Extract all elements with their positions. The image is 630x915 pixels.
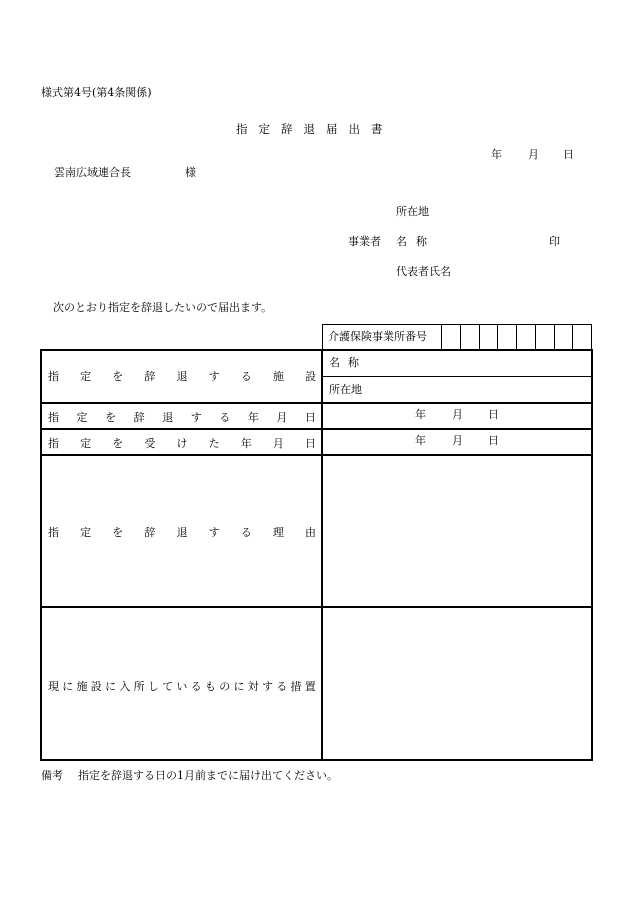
number-cell-divider: [535, 324, 536, 350]
date-month-label: 月: [528, 148, 539, 161]
table-column-divider: [321, 349, 323, 761]
applicant-address-label: 所在地: [396, 205, 429, 218]
number-cell-divider: [554, 324, 555, 350]
note-title: 備考: [41, 769, 63, 782]
addressee: 雲南広域連合長: [54, 166, 131, 179]
table-top-border: [40, 349, 593, 351]
seal-label: 印: [549, 235, 560, 248]
facility-sub-divider: [322, 376, 592, 377]
document-title: 指定辞退届出書: [236, 122, 394, 136]
row-label-facility: 指 定 を 辞 退 す る 施 設: [48, 370, 316, 383]
date-year-label: 年: [491, 148, 502, 161]
facility-address-field[interactable]: [380, 379, 585, 400]
number-cell-divider: [479, 324, 480, 350]
withdraw-month-label: 月: [452, 408, 463, 421]
facility-address-label: 所在地: [329, 383, 362, 396]
number-box-left-border: [322, 324, 323, 350]
withdraw-day-label: 日: [488, 408, 499, 421]
row-label-reason: 指 定 を 辞 退 す る 理 由: [48, 526, 316, 539]
row-label-designation-date: 指 定 を 受 け た 年 月 日: [48, 437, 316, 450]
designation-day-label: 日: [488, 434, 499, 447]
row-divider-2: [40, 428, 593, 430]
table-right-border: [591, 349, 593, 761]
measures-field[interactable]: [325, 610, 587, 756]
number-box-divider: [441, 324, 442, 350]
row-divider-3: [40, 454, 593, 456]
row-divider-1: [40, 402, 593, 404]
number-box-top-border: [322, 324, 592, 325]
form-code: 様式第4号(第4条関係): [41, 86, 152, 99]
date-day-label: 日: [563, 148, 574, 161]
table-left-border: [40, 349, 42, 761]
number-cell-divider: [497, 324, 498, 350]
designation-year-label: 年: [415, 434, 426, 447]
facility-name-field[interactable]: [380, 352, 585, 374]
note-text: 指定を辞退する日の1月前までに届け出てください。: [78, 769, 338, 782]
number-cell-divider: [460, 324, 461, 350]
number-cell-divider: [516, 324, 517, 350]
table-bottom-border: [40, 759, 593, 761]
withdraw-year-label: 年: [415, 408, 426, 421]
applicant-name-label: 名称: [396, 235, 436, 248]
applicant-representative-label: 代表者氏名: [396, 265, 451, 278]
addressee-suffix: 様: [185, 166, 196, 179]
facility-name-label: 名称: [329, 356, 367, 369]
row-label-withdraw-date: 指 定 を 辞 退 す る 年 月 日: [48, 411, 316, 424]
row-label-measures: 現 に 施 設 に 入 所 し て い る も の に 対 す る 措 置: [48, 680, 316, 693]
intro-text: 次のとおり指定を辞退したいので届出ます。: [53, 301, 273, 314]
number-cell-divider: [572, 324, 573, 350]
number-box-right-border: [591, 324, 592, 350]
designation-month-label: 月: [452, 434, 463, 447]
row-divider-4: [40, 606, 593, 608]
applicant-operator-label: 事業者: [348, 235, 381, 248]
facility-number-label: 介護保険事業所番号: [328, 330, 427, 343]
reason-field[interactable]: [325, 458, 587, 602]
